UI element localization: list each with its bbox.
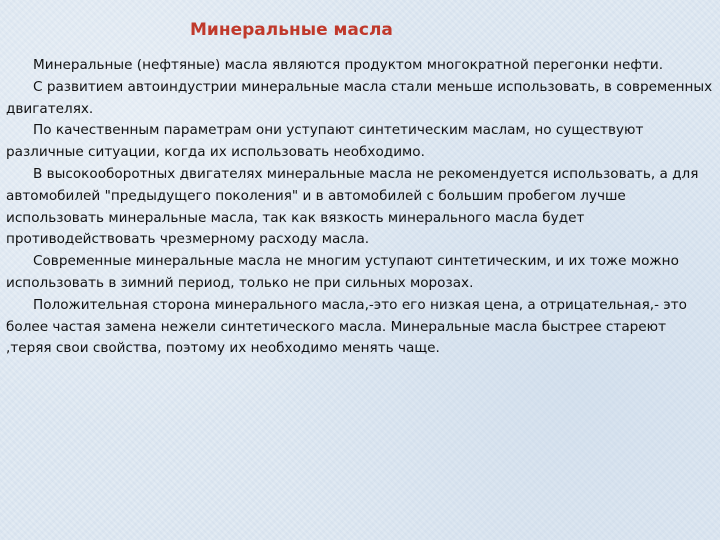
paragraph-high-rpm-engines: В высокооборотных двигателях минеральные масла не рекомендуется использовать, а для автомобилей "предыдущего поколения" и в автомобилей с большим пробегом лучше использовать минеральные масла, так как вязкость минерального масла будет противодействовать чрезмерному расходу масла. [6,165,699,248]
paragraph-modern-usage: С развитием автоиндустрии минеральные масла стали меньше использовать, в современных двигателях. [6,78,713,117]
paragraph-definition: Минеральные (нефтяные) масла являются продуктом многократной перегонки нефти. [33,57,664,73]
slide-body [6,55,714,360]
paragraph-quality: По качественным параметрам они уступают синтетическим маслам, но существуют различные ситуации, когда их использовать необходимо. [6,122,644,161]
paragraph-pros-cons: Положительная сторона минерального масла,-это его низкая цена, а отрицательная,- это более частая замена нежели синтетического масла. Минеральные масла быстрее стареют ,теряя свои свойства, поэтому их необходимо менять чаще. [6,296,687,357]
paragraph-winter-usage: Современные минеральные масла не многим уступают синтетическим, и их тоже можно использовать в зимний период, только не при сильных морозах. [6,253,679,291]
slide-title: Минеральные масла [190,20,393,40]
